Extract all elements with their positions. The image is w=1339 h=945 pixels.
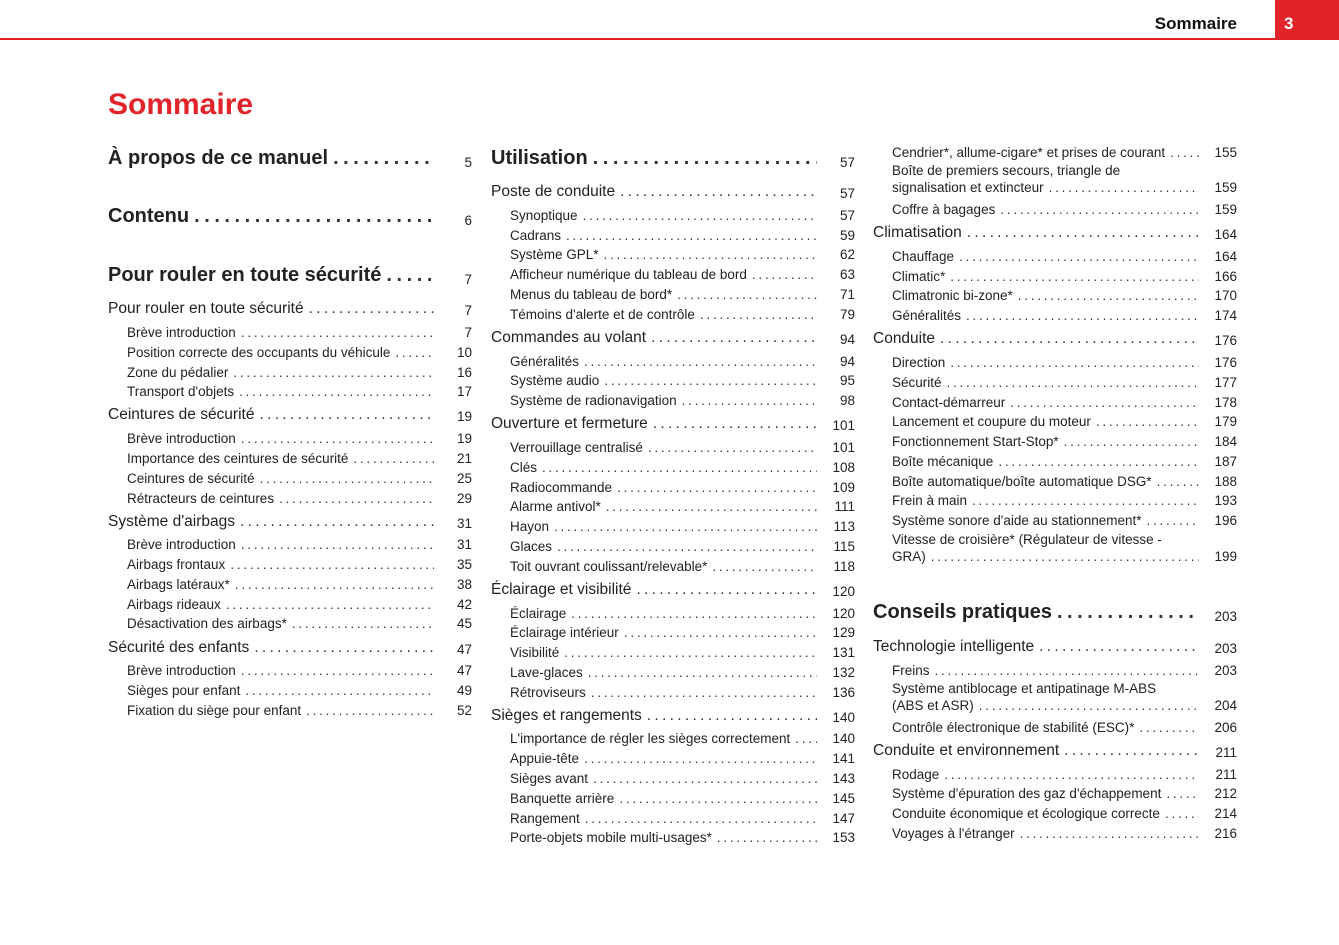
toc-entry-title: Poste de conduite xyxy=(491,183,616,200)
toc-section[interactable] xyxy=(108,509,472,531)
toc-entry-title: Boîte automatique/boîte automatique DSG* xyxy=(892,474,1152,489)
toc-entry-title: Système sonore d'aide au stationnement* xyxy=(892,513,1142,528)
toc-entry[interactable] xyxy=(127,609,472,631)
toc-entry-title: Brève introduction xyxy=(127,325,236,340)
toc-page-number: 115 xyxy=(833,539,855,554)
toc-entry[interactable] xyxy=(510,744,855,766)
toc-page-number: 120 xyxy=(832,606,855,621)
toc-entry-title: Généralités xyxy=(510,354,580,369)
toc-page-number: 216 xyxy=(1214,826,1237,841)
toc-entry[interactable] xyxy=(892,138,1237,160)
toc-page-number: 132 xyxy=(832,665,855,680)
toc-entry-title: Rétroviseurs xyxy=(510,685,586,700)
dot-leader xyxy=(1146,513,1199,528)
toc-entry[interactable] xyxy=(510,512,855,534)
toc-entry[interactable] xyxy=(510,552,855,574)
toc-entry-title: Éclairage et visibilité xyxy=(491,581,632,598)
toc-page-number: 184 xyxy=(1214,434,1237,449)
toc-page-number: 206 xyxy=(1214,720,1237,735)
toc-entry-title: Climatisation xyxy=(873,224,962,241)
toc-entry-title: Synoptique xyxy=(510,208,578,223)
toc-section[interactable] xyxy=(491,325,855,347)
toc-page-number: 143 xyxy=(832,771,855,786)
dot-leader xyxy=(306,703,434,718)
toc-entry-title: Brève introduction xyxy=(127,537,236,552)
dot-leader xyxy=(682,393,817,408)
toc-entry-title: Sièges pour enfant xyxy=(127,683,241,698)
toc-page-number: 38 xyxy=(456,577,472,592)
toc-page-number: 203 xyxy=(1214,609,1237,624)
dot-leader xyxy=(700,307,817,322)
toc-page-number: 49 xyxy=(456,683,472,698)
toc-entry[interactable] xyxy=(127,377,472,399)
toc-page-number: 31 xyxy=(456,516,472,531)
toc-page-number: 29 xyxy=(456,491,472,506)
toc-entry-title: Rodage xyxy=(892,767,940,782)
toc-page-number: 203 xyxy=(1214,641,1237,656)
toc-page-number: 57 xyxy=(839,186,855,201)
toc-entry[interactable] xyxy=(892,656,1237,678)
dot-leader xyxy=(966,308,1199,323)
toc-page-number: 147 xyxy=(832,811,855,826)
toc-page-number: 21 xyxy=(456,451,472,466)
toc-page-number: 176 xyxy=(1214,355,1237,370)
toc-entry-title: Système d'épuration des gaz d'échappement xyxy=(892,786,1162,801)
dot-leader xyxy=(240,513,434,531)
toc-page-number: 136 xyxy=(832,685,855,700)
toc-page-number: 170 xyxy=(1214,288,1237,303)
toc-entry-title: Lave-glaces xyxy=(510,665,583,680)
dot-leader xyxy=(653,415,817,433)
toc-entry-title: Coffre à bagages xyxy=(892,202,996,217)
toc-entry[interactable] xyxy=(510,724,855,746)
toc-entry-title: Direction xyxy=(892,355,946,370)
toc-entry-title: Désactivation des airbags* xyxy=(127,616,287,631)
toc-entry[interactable] xyxy=(892,506,1237,528)
toc-entry[interactable] xyxy=(510,784,855,806)
toc-entry-title: Clés xyxy=(510,460,538,475)
toc-entry-title: Alarme antivol* xyxy=(510,499,601,514)
toc-entry-title: Fonctionnement Start-Stop* xyxy=(892,434,1059,449)
toc-page-number: 131 xyxy=(832,645,855,660)
toc-entry[interactable] xyxy=(510,658,855,680)
toc-section[interactable] xyxy=(108,296,472,318)
toc-entry[interactable] xyxy=(510,240,855,262)
toc-page-number: 111 xyxy=(834,499,855,514)
toc-section[interactable] xyxy=(873,634,1237,656)
toc-entry[interactable] xyxy=(510,300,855,322)
toc-page-number: 214 xyxy=(1214,806,1237,821)
toc-page-number: 164 xyxy=(1214,227,1237,242)
dot-leader xyxy=(636,581,817,599)
toc-page-number: 5 xyxy=(464,155,472,170)
toc-page-number: 31 xyxy=(456,537,472,552)
toc-entry-title: Système audio xyxy=(510,373,600,388)
toc-entry-title: Position correcte des occupants du véhicule xyxy=(127,345,391,360)
toc-entry-title: Conduite xyxy=(873,330,936,347)
toc-entry-title: Airbags latéraux* xyxy=(127,577,230,592)
toc-page-number: 155 xyxy=(1214,145,1237,160)
toc-entry-title: Radiocommande xyxy=(510,480,613,495)
toc-section[interactable] xyxy=(491,411,855,433)
toc-entry-title: Glaces xyxy=(510,539,553,554)
toc-entry[interactable] xyxy=(892,242,1237,264)
toc-page-number: 19 xyxy=(456,409,472,424)
toc-entry-title: Porte-objets mobile multi-usages* xyxy=(510,830,712,845)
toc-page-number: 95 xyxy=(839,373,855,388)
toc-entry[interactable] xyxy=(510,823,855,845)
toc-entry[interactable] xyxy=(510,618,855,640)
toc-entry-title-continued: (ABS et ASR) xyxy=(892,698,974,713)
toc-entry-title: Visibilité xyxy=(510,645,560,660)
toc-page-number: 113 xyxy=(833,519,855,534)
toc-entry-title: Ceintures de sécurité xyxy=(127,471,255,486)
toc-entry-title: Airbags frontaux xyxy=(127,557,226,572)
toc-entry[interactable] xyxy=(892,407,1237,429)
toc-page-number: 63 xyxy=(839,267,855,282)
toc-entry-title: Pour rouler en toute sécurité xyxy=(108,300,304,317)
toc-entry-title: Conseils pratiques xyxy=(873,601,1052,623)
toc-page-number: 25 xyxy=(456,471,472,486)
toc-page-number: 159 xyxy=(1214,202,1237,217)
toc-page-number: 101 xyxy=(832,418,855,433)
toc-page-number: 140 xyxy=(832,731,855,746)
toc-page-number: 42 xyxy=(456,597,472,612)
toc-page-number: 62 xyxy=(839,247,855,262)
dot-leader xyxy=(935,663,1199,678)
toc-entry-title: Sièges avant xyxy=(510,771,589,786)
toc-entry-title: Freins xyxy=(892,663,930,678)
toc-entry[interactable] xyxy=(892,531,1237,569)
toc-entry-title: Système antiblocage et antipatinage M-ABS xyxy=(892,681,1157,696)
toc-page-number: 98 xyxy=(839,393,855,408)
toc-entry[interactable] xyxy=(892,713,1237,735)
toc-page-number: 204 xyxy=(1214,698,1237,713)
dot-leader xyxy=(1139,720,1199,735)
dot-leader xyxy=(591,685,817,700)
toc-entry-title: Technologie intelligente xyxy=(873,638,1035,655)
toc-page-number: 174 xyxy=(1214,308,1237,323)
dot-leader xyxy=(647,707,817,725)
toc-page-number: 16 xyxy=(456,365,472,380)
toc-page-number: 19 xyxy=(456,431,472,446)
toc-entry-title: Lancement et coupure du moteur xyxy=(892,414,1091,429)
toc-entry[interactable] xyxy=(892,799,1237,821)
toc-page-number: 7 xyxy=(464,325,472,340)
toc-entry[interactable] xyxy=(892,819,1237,841)
dot-leader xyxy=(1057,601,1199,624)
toc-chapter[interactable] xyxy=(108,142,472,170)
toc-entry-title: Contrôle électronique de stabilité (ESC)* xyxy=(892,720,1135,735)
toc-entry[interactable] xyxy=(510,453,855,475)
toc-page-number: 178 xyxy=(1214,395,1237,410)
toc-page-number: 35 xyxy=(456,557,472,572)
toc-page-number: 140 xyxy=(832,710,855,725)
toc-entry-title: Climatic* xyxy=(892,269,946,284)
dot-leader xyxy=(931,548,1199,565)
dot-leader xyxy=(279,491,434,506)
toc-entry[interactable] xyxy=(510,764,855,786)
toc-entry[interactable] xyxy=(127,444,472,466)
toc-page-number: 47 xyxy=(456,663,472,678)
dot-leader xyxy=(1039,638,1199,656)
toc-page-number: 118 xyxy=(833,559,855,574)
dot-leader xyxy=(386,264,434,287)
toc-entry[interactable] xyxy=(127,318,472,340)
dot-leader xyxy=(1170,145,1199,160)
toc-entry-title: Commandes au volant xyxy=(491,329,647,346)
toc-page-number: 188 xyxy=(1214,474,1237,489)
toc-entry[interactable] xyxy=(127,550,472,572)
toc-chapter[interactable] xyxy=(108,200,472,228)
toc-page-number: 120 xyxy=(832,584,855,599)
dot-leader xyxy=(717,830,817,845)
toc-entry[interactable] xyxy=(510,366,855,388)
toc-entry[interactable] xyxy=(127,570,472,592)
toc-chapter[interactable] xyxy=(873,596,1237,624)
toc-page-number: 166 xyxy=(1214,269,1237,284)
toc-entry-title: Boîte de premiers secours, triangle de xyxy=(892,163,1121,178)
toc-entry[interactable] xyxy=(127,530,472,552)
toc-entry[interactable] xyxy=(127,656,472,678)
toc-entry-title: Contenu xyxy=(108,205,190,227)
toc-entry-title: Témoins d'alerte et de contrôle xyxy=(510,307,695,322)
dot-leader xyxy=(940,330,1199,348)
toc-entry[interactable] xyxy=(892,447,1237,469)
toc-entry-title: Sécurité xyxy=(892,375,942,390)
toc-entry-title: Conduite et environnement xyxy=(873,742,1060,759)
toc-page-number: 193 xyxy=(1214,493,1237,508)
toc-page-number: 177 xyxy=(1214,375,1237,390)
toc-entry-title: Zone du pédalier xyxy=(127,365,229,380)
toc-entry-title: Cendrier*, allume-cigare* et prises de courant xyxy=(892,145,1166,160)
dot-leader xyxy=(259,406,434,424)
toc-entry-title: Système d'airbags xyxy=(108,513,236,530)
toc-entry-title: Utilisation xyxy=(491,147,588,169)
toc-entry[interactable] xyxy=(510,280,855,302)
header-rule xyxy=(0,38,1275,40)
toc-entry[interactable] xyxy=(127,676,472,698)
dot-leader xyxy=(967,224,1199,242)
toc-page-number: 71 xyxy=(839,287,855,302)
toc-page-number: 109 xyxy=(832,480,855,495)
toc-section[interactable] xyxy=(873,326,1237,348)
toc-page-number: 10 xyxy=(456,345,472,360)
toc-entry[interactable] xyxy=(510,260,855,282)
dot-leader xyxy=(292,616,434,631)
toc-page-number: 145 xyxy=(832,791,855,806)
header-page-number: 3 xyxy=(1275,0,1339,40)
toc-entry[interactable] xyxy=(892,779,1237,801)
toc-entry[interactable] xyxy=(892,486,1237,508)
dot-leader xyxy=(620,183,817,201)
toc-chapter[interactable] xyxy=(108,259,472,287)
toc-entry-title: Généralités xyxy=(892,308,962,323)
toc-entry[interactable] xyxy=(127,464,472,486)
toc-entry-title: Pour rouler en toute sécurité xyxy=(108,264,382,286)
toc-entry-title: Toit ouvrant coulissant/relevable* xyxy=(510,559,708,574)
toc-entry[interactable] xyxy=(892,281,1237,303)
toc-section[interactable] xyxy=(108,635,472,657)
toc-page-number: 6 xyxy=(464,213,472,228)
toc-entry[interactable] xyxy=(892,368,1237,390)
toc-entry[interactable] xyxy=(127,424,472,446)
toc-entry[interactable] xyxy=(127,484,472,506)
toc-entry-title-continued: signalisation et extincteur xyxy=(892,180,1044,195)
toc-page-number: 196 xyxy=(1214,513,1237,528)
toc-page-number: 141 xyxy=(832,751,855,766)
toc-chapter[interactable] xyxy=(491,142,855,170)
toc-entry[interactable] xyxy=(892,427,1237,449)
toc-entry-title: Brève introduction xyxy=(127,663,236,678)
toc-page-number: 129 xyxy=(832,625,855,640)
toc-page-number: 159 xyxy=(1214,180,1237,195)
toc-section[interactable] xyxy=(873,738,1237,760)
dot-leader xyxy=(254,639,434,657)
dot-leader xyxy=(1020,826,1199,841)
dot-leader xyxy=(333,147,434,170)
toc-entry-title: Ceintures de sécurité xyxy=(108,406,255,423)
dot-leader xyxy=(1064,742,1199,760)
toc-page-number: 57 xyxy=(839,208,855,223)
toc-entry-title: Conduite économique et écologique correcte xyxy=(892,806,1160,821)
toc-page-number: 179 xyxy=(1214,414,1237,429)
toc-section[interactable] xyxy=(491,703,855,725)
dot-leader xyxy=(1000,202,1199,217)
toc-entry-title: Éclairage intérieur xyxy=(510,625,619,640)
toc-entry[interactable] xyxy=(892,195,1237,217)
toc-entry-title: Éclairage xyxy=(510,606,567,621)
toc-entry[interactable] xyxy=(892,348,1237,370)
toc-page-number: 94 xyxy=(839,354,855,369)
toc-entry[interactable] xyxy=(127,696,472,718)
toc-page-number: 212 xyxy=(1214,786,1237,801)
toc-page-number: 57 xyxy=(839,155,855,170)
toc-entry-title: Climatronic bi-zone* xyxy=(892,288,1013,303)
toc-entry[interactable] xyxy=(510,201,855,223)
toc-entry-title: Voyages à l'étranger xyxy=(892,826,1015,841)
toc-page-number: 203 xyxy=(1214,663,1237,678)
toc-entry[interactable] xyxy=(510,433,855,455)
toc-page-number: 47 xyxy=(456,642,472,657)
toc-page-number: 79 xyxy=(839,307,855,322)
toc-page-number: 7 xyxy=(464,303,472,318)
toc-entry-title: Hayon xyxy=(510,519,550,534)
toc-entry-title: Boîte mécanique xyxy=(892,454,994,469)
toc-page-number: 211 xyxy=(1215,767,1237,782)
toc-entry-title: Sécurité des enfants xyxy=(108,639,250,656)
toc-page-number: 59 xyxy=(839,228,855,243)
toc-entry[interactable] xyxy=(127,338,472,360)
toc-entry-title: Système GPL* xyxy=(510,247,599,262)
dot-leader xyxy=(1049,179,1199,196)
toc-entry-title: Frein à main xyxy=(892,493,968,508)
toc-entry-title: Contact-démarreur xyxy=(892,395,1006,410)
dot-leader xyxy=(712,559,817,574)
toc-entry-title: Système de radionavigation xyxy=(510,393,677,408)
toc-entry[interactable] xyxy=(510,532,855,554)
toc-entry-title: Cadrans xyxy=(510,228,562,243)
toc-section[interactable] xyxy=(108,402,472,424)
toc-entry-title: Banquette arrière xyxy=(510,791,615,806)
dot-leader xyxy=(593,147,817,170)
toc-entry-title: Rangement xyxy=(510,811,580,826)
toc-entry-title: Appuie-tête xyxy=(510,751,580,766)
toc-section[interactable] xyxy=(873,220,1237,242)
toc-entry-title: Chauffage xyxy=(892,249,955,264)
toc-entry-title: Transport d'objets xyxy=(127,384,235,399)
toc-entry-title: Verrouillage centralisé xyxy=(510,440,643,455)
dot-leader xyxy=(979,697,1199,714)
toc-entry[interactable] xyxy=(510,386,855,408)
toc-entry-title: Menus du tableau de bord* xyxy=(510,287,673,302)
toc-page-number: 199 xyxy=(1214,549,1237,564)
toc-page-number: 52 xyxy=(456,703,472,718)
page-title: Sommaire xyxy=(108,88,254,121)
toc-page-number: 211 xyxy=(1215,745,1237,760)
toc-entry-title: Rétracteurs de ceintures xyxy=(127,491,275,506)
toc-section[interactable] xyxy=(491,577,855,599)
toc-entry-title: Vitesse de croisière* (Régulateur de vitesse - xyxy=(892,532,1162,547)
toc-page-number: 17 xyxy=(456,384,472,399)
toc-entry-title: Ouverture et fermeture xyxy=(491,415,648,432)
toc-page-number: 7 xyxy=(464,272,472,287)
toc-page-number: 94 xyxy=(839,332,855,347)
toc-entry[interactable] xyxy=(510,638,855,660)
toc-entry-title: Importance des ceintures de sécurité xyxy=(127,451,349,466)
header-title: Sommaire xyxy=(1154,14,1237,33)
toc-entry-title-continued: GRA) xyxy=(892,549,926,564)
toc-page-number: 108 xyxy=(832,460,855,475)
toc-entry[interactable] xyxy=(510,492,855,514)
toc-page-number: 164 xyxy=(1214,249,1237,264)
dot-leader xyxy=(239,384,434,399)
toc-entry-title: L'importance de régler les sièges correctement xyxy=(510,731,791,746)
toc-entry-title: À propos de ce manuel xyxy=(108,147,329,169)
toc-page-number: 153 xyxy=(832,830,855,845)
toc-entry[interactable] xyxy=(892,301,1237,323)
toc-entry[interactable] xyxy=(510,678,855,700)
dot-leader xyxy=(194,205,434,228)
toc-entry-title: Brève introduction xyxy=(127,431,236,446)
dot-leader xyxy=(651,329,817,347)
toc-page-number: 187 xyxy=(1214,454,1237,469)
toc-page-number: 176 xyxy=(1214,333,1237,348)
toc-page-number: 45 xyxy=(456,616,472,631)
toc-section[interactable] xyxy=(491,179,855,201)
toc-entry-title: Sièges et rangements xyxy=(491,707,642,724)
toc-entry-title: Fixation du siège pour enfant xyxy=(127,703,302,718)
dot-leader xyxy=(309,300,434,318)
toc-entry-title: Afficheur numérique du tableau de bord xyxy=(510,267,747,282)
toc-page-number: 101 xyxy=(832,440,855,455)
toc-entry-title: Airbags rideaux xyxy=(127,597,221,612)
